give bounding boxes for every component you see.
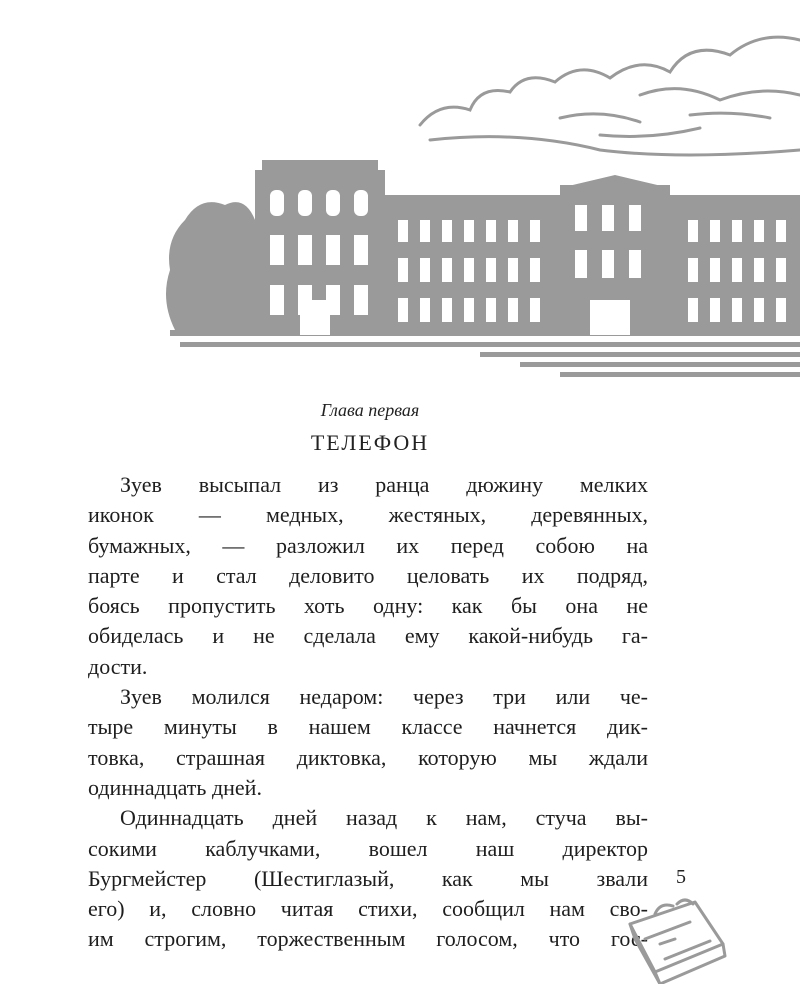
text-line: бумажных, — разложил их перед собою на xyxy=(88,532,648,558)
school-building-illustration xyxy=(0,0,800,390)
chapter-title: ТЕЛЕФОН xyxy=(310,430,430,455)
text-line: Одиннадцать дней назад к нам, стуча вы- xyxy=(120,805,648,831)
satchel-illustration xyxy=(615,884,735,984)
text-line: им строгим, торжественным голосом, что гос- xyxy=(88,926,648,952)
text-line: товка, страшная диктовка, которую мы ждали xyxy=(88,744,648,770)
text-line: обиделась и не сделала ему какой-нибудь га- xyxy=(88,623,648,649)
text-line: Зуев молился недаром: через три или че- xyxy=(120,684,648,710)
text-line: одиннадцать дней. xyxy=(88,774,262,800)
paragraph xyxy=(88,682,648,803)
body-text xyxy=(88,470,648,955)
text-line: сокими каблучками, вошел наш директор xyxy=(88,835,648,861)
text-line: дости. xyxy=(88,653,148,679)
page-number: 5 xyxy=(676,866,686,888)
paragraph xyxy=(88,470,648,682)
chapter-label: Глава первая xyxy=(320,400,420,420)
text-line: тыре минуты в нашем классе начнется дик- xyxy=(88,714,648,740)
text-line: парте и стал деловито целовать их подряд, xyxy=(88,562,648,588)
text-line: Зуев высыпал из ранца дюжину мелких xyxy=(120,472,648,497)
paragraph xyxy=(88,803,648,954)
text-line: Бургмейстер (Шестиглазый, как мы звали xyxy=(88,865,648,891)
text-line: его) и, словно читая стихи, сообщил нам сво- xyxy=(88,896,648,922)
text-line: боясь пропустить хоть одну: как бы она не xyxy=(88,593,648,619)
text-line: иконок — медных, жестяных, деревянных, xyxy=(88,502,648,528)
